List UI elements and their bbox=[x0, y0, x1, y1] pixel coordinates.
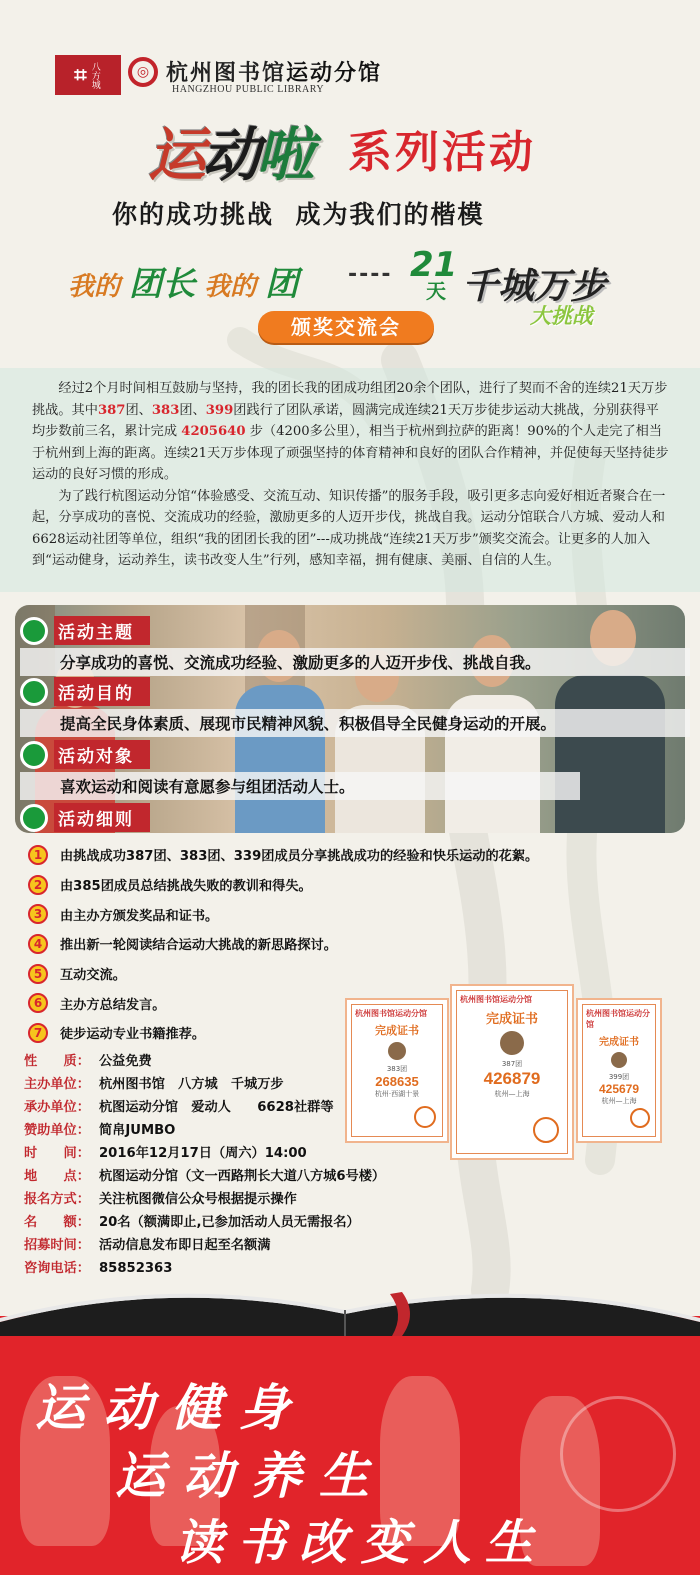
section-text: 喜欢运动和阅读有意愿参与组团活动人士。 bbox=[20, 772, 580, 800]
info-value: 杭图运动分馆（文一西路荆长大道八方城6号楼） bbox=[99, 1169, 386, 1184]
certificate-left bbox=[345, 998, 449, 1143]
list-item-text: 推出新一轮阅读结合运动大挑战的新思路探讨。 bbox=[60, 938, 337, 954]
info-key: 时 间： bbox=[24, 1146, 90, 1161]
info-value: 简帛JUMBO bbox=[99, 1123, 176, 1138]
info-value: 20名（额满即止,已参加活动人员无需报名） bbox=[99, 1215, 360, 1230]
bafangcheng-logo bbox=[55, 55, 121, 95]
info-key: 主办单位： bbox=[24, 1077, 90, 1092]
info-row bbox=[24, 1234, 385, 1257]
info-key: 招募时间： bbox=[24, 1238, 90, 1253]
intro-p1-d: 团践行了团队承诺，圆满完成连续21天万步徒步运动大挑战，分别获得平均步数前三名，累计完成 bbox=[32, 402, 659, 439]
avatar bbox=[388, 1042, 406, 1060]
green-dot-icon bbox=[20, 617, 48, 645]
total-steps: 4205640 bbox=[181, 424, 246, 439]
info-value: 2016年12月17日（周六）14:00 bbox=[99, 1146, 307, 1161]
subtitle-w3: 我的 bbox=[204, 272, 257, 302]
intro-p1-e: 步（4200多公里），相当于杭州到拉萨的距离！90%的个人走完了相当于杭州到上海的距离。连续21天万步体现了顽强坚持的体育精神和良好的团队合作精神，并促使每天坚持徒步运动的良好习惯的形成。 bbox=[32, 424, 669, 482]
certificate-header: 杭州图书馆运动分馆 bbox=[355, 1009, 427, 1018]
certificate-header: 杭州图书馆运动分馆 bbox=[460, 995, 532, 1004]
section-audience bbox=[20, 740, 680, 800]
banner-line-2: 运动养生 bbox=[115, 1446, 387, 1505]
info-value: 杭州图书馆 八方城 千城万步 bbox=[99, 1077, 284, 1092]
info-key: 地 点： bbox=[24, 1169, 90, 1184]
certificate-center bbox=[450, 984, 574, 1160]
subtitle-tian: 天 bbox=[426, 279, 446, 303]
number-badge: 3 bbox=[28, 904, 48, 924]
basketball-icon bbox=[560, 1396, 676, 1512]
intro-paragraph-1 bbox=[32, 378, 672, 486]
section-theme bbox=[20, 616, 680, 676]
open-book-icon bbox=[0, 1284, 700, 1336]
slogan-part-a: 你的成功挑战 bbox=[112, 200, 275, 229]
section-label: 活动细则 bbox=[54, 803, 150, 832]
avatar bbox=[500, 1031, 524, 1055]
list-item-text: 由挑战成功387团、383团、339团成员分享挑战成功的经验和快乐运动的花絮。 bbox=[60, 849, 539, 865]
number-badge: 4 bbox=[28, 934, 48, 954]
title-brush-text bbox=[148, 108, 310, 192]
info-key: 报名方式： bbox=[24, 1192, 90, 1207]
list-item-text: 徒步运动专业书籍推荐。 bbox=[60, 1027, 206, 1043]
award-ceremony-button: 颁奖交流会 bbox=[258, 311, 434, 343]
title-brush-char-2: 动 bbox=[202, 121, 257, 189]
team-399: 399 bbox=[205, 402, 234, 418]
certificate-header: 杭州图书馆运动分馆 bbox=[586, 1009, 650, 1029]
slogan-part-b: 成为我们的楷模 bbox=[295, 200, 485, 229]
certificate-title: 完成证书 bbox=[599, 1037, 639, 1048]
certificate-team: 383团 bbox=[386, 1065, 408, 1073]
library-name bbox=[166, 56, 382, 87]
stamp-icon bbox=[630, 1108, 650, 1128]
stamp-icon bbox=[414, 1106, 436, 1128]
stamp-icon bbox=[533, 1117, 559, 1143]
subtitle-my-team bbox=[68, 258, 298, 305]
intro-text bbox=[32, 378, 672, 572]
subtitle-w2: 团长 bbox=[129, 264, 196, 303]
subtitle-w1: 我的 bbox=[68, 272, 121, 302]
banner-line-3: 读书改变人生 bbox=[175, 1515, 548, 1571]
subtitle-big-challenge: 大挑战 bbox=[530, 304, 593, 328]
certificate-route: 杭州·西湖十景 bbox=[374, 1090, 420, 1098]
certificate-steps: 426879 bbox=[483, 1069, 541, 1088]
info-row bbox=[24, 1211, 385, 1234]
certificate-steps: 268635 bbox=[375, 1074, 419, 1089]
certificate-team: 387团 bbox=[501, 1060, 523, 1068]
list-item-text: 由主办方颁发奖品和证书。 bbox=[60, 908, 219, 924]
list-item bbox=[28, 899, 538, 929]
info-value: 活动信息发布即日起至名额满 bbox=[99, 1238, 271, 1253]
number-badge: 7 bbox=[28, 1023, 48, 1043]
info-row bbox=[24, 1119, 385, 1142]
section-details bbox=[20, 803, 150, 832]
banner-line-1: 运动健身 bbox=[35, 1378, 307, 1437]
certificate-steps: 425679 bbox=[598, 1082, 640, 1096]
list-item-text: 互动交流。 bbox=[60, 968, 126, 984]
section-purpose bbox=[20, 677, 680, 737]
list-item bbox=[28, 840, 538, 870]
info-row bbox=[24, 1165, 385, 1188]
logo-text: 八方城 bbox=[89, 61, 100, 89]
intro-p1-c: 团、 bbox=[179, 402, 206, 418]
avatar bbox=[611, 1052, 627, 1068]
section-label: 活动主题 bbox=[54, 616, 150, 645]
logo-mark-icon: ⌗ bbox=[74, 62, 85, 88]
info-key: 性 质： bbox=[24, 1054, 90, 1069]
list-item-text: 主办方总结发言。 bbox=[60, 997, 166, 1013]
info-key: 咨询电话： bbox=[24, 1261, 90, 1276]
certificate-title: 完成证书 bbox=[485, 1012, 538, 1027]
intro-paragraph-2: 为了践行杭图运动分馆“体验感受、交流互动、知识传播”的服务手段，吸引更多志向爱好相近者聚合在一起，分享成功的喜悦、交流成功的经验，激励更多的人迈开步伐，挑战自我。运动分馆联合八方城、爱动人和6628运动社团等单位，组织“我的团团长我的团”---成功挑战“连续21天万步”颁奖交流会。让更多的人加入到“运动健身，运动养生，读书改变人生”行列，感知幸福，拥有健康、美丽、自信的人生。 bbox=[32, 488, 666, 568]
library-name-en: HANGZHOU PUBLIC LIBRARY bbox=[172, 84, 325, 95]
library-name-cn: 杭州图书馆 bbox=[166, 60, 287, 86]
info-key: 名 额： bbox=[24, 1215, 90, 1230]
info-row bbox=[24, 1096, 385, 1119]
number-badge: 5 bbox=[28, 964, 48, 984]
green-dot-icon bbox=[20, 804, 48, 832]
certificate-right bbox=[576, 998, 662, 1143]
intro-p1-b: 团、 bbox=[125, 402, 152, 418]
info-row bbox=[24, 1188, 385, 1211]
library-seal-icon: ◎ bbox=[128, 57, 158, 87]
subtitle-dashes: ---- bbox=[348, 262, 393, 287]
section-label: 活动对象 bbox=[54, 740, 150, 769]
title-brush-char-3: 啦 bbox=[256, 121, 311, 189]
info-row bbox=[24, 1257, 385, 1280]
slogan bbox=[112, 195, 484, 231]
intro-p1-a: 经过2个月时间相互鼓励与坚持，我的团长我的团成功组团20余个团队，进行了契而不舍的连续21天万步挑战。其中 bbox=[32, 381, 668, 418]
info-row bbox=[24, 1050, 385, 1073]
section-text: 提高全民身体素质、展现市民精神风貌、积极倡导全民健身运动的开展。 bbox=[20, 709, 690, 737]
section-label: 活动目的 bbox=[54, 677, 150, 706]
info-value: 关注杭图微信公众号根据提示操作 bbox=[99, 1192, 297, 1207]
bottom-banner bbox=[0, 1316, 700, 1575]
subtitle-21: 21 bbox=[410, 245, 458, 285]
certificate-route: 杭州—上海 bbox=[494, 1090, 530, 1098]
title-series: 系列活动 bbox=[348, 127, 536, 178]
section-text: 分享成功的喜悦、交流成功经验、激励更多的人迈开步伐、挑战自我。 bbox=[20, 648, 690, 676]
number-badge: 2 bbox=[28, 875, 48, 895]
list-item bbox=[28, 929, 538, 959]
green-dot-icon bbox=[20, 678, 48, 706]
title-brush-char-1: 运 bbox=[148, 121, 203, 189]
info-key: 承办单位： bbox=[24, 1100, 90, 1115]
team-383: 383 bbox=[151, 402, 180, 418]
list-item-text: 由385团成员总结挑战失败的教训和得失。 bbox=[60, 879, 312, 895]
team-387: 387 bbox=[97, 402, 126, 418]
certificate-title: 完成证书 bbox=[375, 1024, 419, 1037]
certificate-route: 杭州—上海 bbox=[601, 1097, 637, 1105]
certificate-team: 399团 bbox=[608, 1073, 630, 1081]
number-badge: 1 bbox=[28, 845, 48, 865]
info-value: 公益免费 bbox=[99, 1054, 152, 1069]
info-row bbox=[24, 1142, 385, 1165]
subtitle-qiancheng-wanbu: 千城万步 bbox=[462, 266, 607, 307]
green-dot-icon bbox=[20, 741, 48, 769]
list-item bbox=[28, 870, 538, 900]
info-row bbox=[24, 1073, 385, 1096]
info-value: 85852363 bbox=[99, 1261, 173, 1276]
number-badge: 6 bbox=[28, 993, 48, 1013]
subtitle-w4: 团 bbox=[265, 264, 299, 303]
info-value: 杭图运动分馆 爱动人 6628社群等 bbox=[99, 1100, 334, 1115]
library-branch: 运动分馆 bbox=[286, 61, 383, 86]
event-info bbox=[24, 1050, 385, 1280]
info-key: 赞助单位： bbox=[24, 1123, 90, 1138]
